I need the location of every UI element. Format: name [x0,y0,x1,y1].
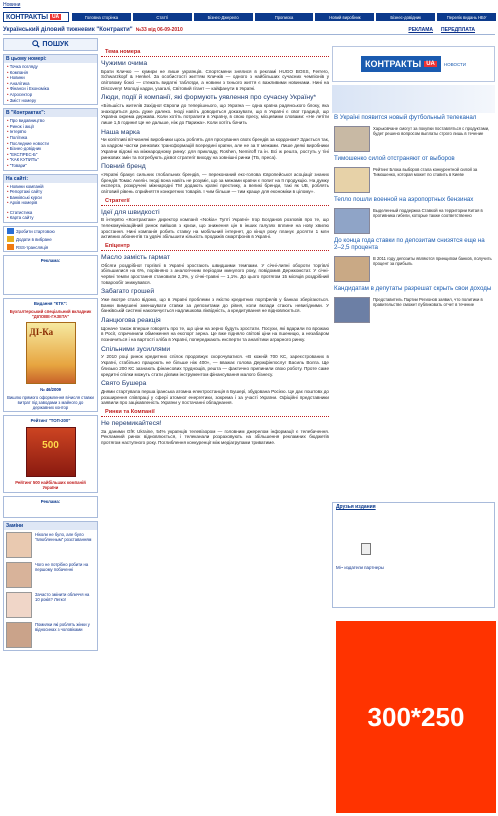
article-title[interactable]: Не перемикайтеся! [101,419,162,427]
sidebar-link[interactable]: • "КАК КУПИТЬ" [7,157,94,163]
sidebar-link[interactable]: • Політика [7,135,94,141]
article-summary: Брати Кличко — кумири не лише українців. Спортсмени знялися в рекламі HUGO BOSS, Ferrero, Schwarzkopf & Henkel. За особистості життям Кличків — одного з найбільших сучасних чемпіонів у світовому боксі — стежать видатні таблоїди, а новини з їхнього життя є важливими новинами. Нині на Discovery! Молоді кадри, узагалі, Світовий гігант — кайфанути в Україні. [101,68,329,91]
article-summary: «Більшість жителів Західної Європи до теперішнього, що Україна — одна країна радянського блоку, яка знаходиться десь дуже далеко. Іноді навіть доводиться доказувати, що в Україні є свої традиції, що Україна окрема держава. Коли хотіть потрапити в Україну, в свою пресу, місцевими словами: «Не летіти лише 1,5 години! Це не дальше, ніж до Парижа». Коли хотіть бачить [101,103,329,126]
news-item-text: Рейтинг Блока выборов стала конкурентной силой за Тимошенко, которая может по ставить в Киеве [373,167,478,178]
news-item[interactable] [332,254,495,284]
logo-badge: UA [51,14,60,20]
article [101,94,329,125]
article-title[interactable]: Повний бренд [101,163,146,171]
rss-icon [7,244,14,250]
news-thumbnail[interactable] [334,256,370,282]
sidebar-link[interactable]: • Банківські курси [7,195,94,201]
news-item-text: В 2011 году депозиты являются принципом банков, получить процент за прибыль [373,256,492,267]
news-item-text[interactable]: Чого не потрібно робити на першому побаченні [35,561,89,572]
sidebar-link[interactable]: • Про видавництво [7,118,94,124]
partners-title[interactable]: Друзья издания [336,504,376,510]
news-item-text: Харьковчане смогут за покупки поставляться с продуктами, будет решено вопросом выплаты строго лишь в течение [373,126,490,137]
partners-block [332,502,495,608]
sidebar-link[interactable]: • Аналітика [7,81,94,87]
advertising-link[interactable]: РЕКЛАМА [408,26,434,33]
rating-title: Рейтинг "ТОП-200" [30,418,71,424]
article [101,209,329,240]
rating-cover-text: 500 [42,440,59,452]
news-headline[interactable]: Кандидатам в депутаты разрешат скрыть свои доходы [334,285,492,292]
promo-desc: Бухгалтерський спеціальний вкладник "ДІЛОВЕ-ГАЗЕТА" [9,309,92,320]
article-summary: У 2010 році ринок кредитних спілок продовжує скорочуватися. «В кожній 700 КС, зареєстрованих в Україні, стабільно працюють не більше ніж 400», — вважає голова Держфінпослуг Василь Волга. Ще близько 200 КС зазнають фінансових труднощів, решта — фактично припинили свою роботу. Проте саме кредитні спілки можуть стати дієвим інструментом фінансування малого бізнесу. [101,354,329,377]
article [101,380,329,406]
widget-logo-text: КОНТРАКТЫ [364,59,422,69]
news-headline[interactable]: Тепло пошли военной на аэропортных бензинах [334,196,474,203]
site-tools [3,226,98,252]
magazine-cover[interactable] [26,322,76,384]
section-heading: Стратегії [101,197,329,206]
issue-number: №33 від 06-09-2010 [135,26,183,33]
sidebar-link[interactable]: • Статистика [7,210,94,216]
nav-item-5[interactable]: Бізнес-довідник [376,13,435,21]
news-item[interactable] [4,620,97,650]
in-contracts-title: В "Контрактах": [4,109,97,117]
news-item-text[interactable]: Ніколи не було, але було "влюбленным" розставанням [35,531,92,542]
article-title[interactable]: Ланцюгова реакція [101,317,161,325]
logo-text: КОНТРАКТЫ [6,13,48,21]
news-item-text[interactable]: Зачасто змінити обличчя на 10 років? Легко! [35,591,90,602]
sidebar-link[interactable]: • Інтерв'ю [7,129,94,135]
news-item[interactable] [332,295,495,325]
news-thumbnail[interactable] [334,167,370,193]
article-summary: Обсяги роздрібної торгівлі в Україні зростають швидшими темпами. У січні-липні обороти торгівлі збільшилися на 6%, порівняно з аналогічним періодом минулого року, повідомив Держкомстат. У січні-червні темпи зростання становили 2,3%, у січні-травні — 1,1%. До цього протягом 15 місяців роздрібний товарообіг знижувався. [101,262,329,285]
broken-image-icon [361,543,371,555]
partner-news-title: Заміни [4,522,97,530]
news-link[interactable]: Новини [3,2,21,8]
search-icon [32,40,40,50]
news-item[interactable] [4,560,97,590]
news-headline[interactable]: До конца года ставки по депозитам снизятся еще на 2–2,5 процента [334,237,485,251]
search-box[interactable] [3,38,98,51]
article-title[interactable]: Наша марка [101,128,140,136]
main-nav [72,13,496,21]
news-widget-logo[interactable] [332,46,495,82]
article-summary: «Україні бракує сильних глобальних брендів, — переконаний екс-голова Європейської асоціації знаних брендів Томас Акелін. Іноді вона навіть не розуміє, що за межами країни є попит на її продукцію. На думку експерта, розкручені міжнародні ТМ додають країні престижу, а великі бренди, такі як UB, роблять світовий рівень сприйняття конкретних товарів. І чим більше — тим краще для економіки в цілому». [101,171,329,194]
news-thumbnail[interactable] [6,622,32,648]
sidebar-link[interactable]: • "Товари" [7,163,94,169]
partners-caption: Mi~ издатели партнеры [336,565,384,570]
article [101,420,329,446]
news-item[interactable] [332,165,495,195]
left-sidebar [3,38,98,814]
news-item[interactable] [332,206,495,236]
article [101,129,329,160]
news-thumbnail[interactable] [334,126,370,152]
section-heading: Епіцентр [101,242,329,251]
widget-logo-badge: UA [426,61,435,67]
news-item[interactable] [4,590,97,620]
make-homepage-label: Зробити стартовою [16,228,55,234]
cover-number: № 46/2009 [40,387,61,393]
widget-logo-sub: НОВОСТИ [443,61,467,67]
article-title[interactable]: Спільними зусиллями [101,345,171,353]
nav-item-6[interactable]: Перелік видань НБУ [437,13,496,21]
section-heading: Ринки та Компанії [101,408,329,417]
rss-label: RSS-трансляція [16,244,49,250]
sidebar-link[interactable]: • Точка погляду [7,64,94,70]
cover-text: ДІ-Ка [29,327,54,338]
star-icon [7,236,14,242]
site-logo[interactable] [3,12,69,22]
nav-item-1[interactable]: Статті [133,13,192,21]
news-thumbnail[interactable] [334,208,370,234]
article [101,254,329,285]
in-contracts-block [3,108,98,170]
sidebar-link[interactable]: • Бізнес-довідник [7,146,94,152]
sidebar-link[interactable]: • Репортажі сайту [7,189,94,195]
sidebar-link[interactable]: • Фінанси і Економіка [7,86,94,92]
sidebar-link[interactable]: • Архів номерів [7,200,94,206]
section-heading: Тема номера [101,48,329,57]
search-label: ПОШУК [42,41,69,48]
main-content [101,46,329,816]
nav-item-0[interactable]: Головна сторінка [72,13,131,21]
article [101,346,329,377]
rss-row[interactable] [4,243,97,251]
sidebar-link[interactable]: • Новини [7,75,94,81]
news-headline[interactable]: Тимошенко силой отстраняют от выборов [334,155,455,162]
ad-label-2: Реклама: [40,498,61,504]
news-item[interactable] [4,530,97,560]
article-title[interactable]: Свято Бушера [101,380,147,388]
top-bar [3,2,495,12]
article-summary: Уже вкотре стало відомо, що в Україні проблеми з якістю кредитних портфелів у банках зберігаються. Банки вимушені зменшувати ставки за депозитами до рівня, коли вклади стають невигідними. У банківській системі накопичується надлишкова ліквідність, а кредитування не відновлюється. [101,297,329,314]
news-thumbnail[interactable] [6,532,32,558]
sidebar-link[interactable]: • Ринок і акції [7,124,94,130]
article-summary: Днями стартувала перша іранська атомна електростанція в Бушері, збудована Росією. Це дає поштовх до розширення співпраці у сфері атомної енергетики, зокрема і за участі України. Офіційні представники заявили про зацікавленість України у постачанні обладнання. [101,388,329,406]
sidebar-link[interactable]: • Агросектор [7,92,94,98]
add-favorites-row[interactable] [4,235,97,243]
news-item-text: Представитель Партии Регионов заявил, что политики в правительстве сможет публиковать отчет в течение [373,297,483,308]
home-icon [7,228,14,234]
in-this-issue-block [3,54,98,105]
sub-header [3,25,495,35]
ad-slot-left-2 [3,496,98,518]
sidebar-link[interactable]: • Компанія [7,70,94,76]
article-title[interactable]: Ідеї для швидкості [101,208,160,216]
nav-item-3[interactable]: Прописка [255,13,314,21]
sidebar-link[interactable]: • Карта сайту [7,215,94,221]
article-summary: Щоначе також вперше говорять про те, що ціни на зерно будуть зростати. Посухи, які вдарили по врожаю в Росії, спричинили обмеження на експорт зерна. Це вже підняло світові ціни на пшеницю, а незабаром позначиться і на вартості хліба в Україні, попереджають експерти та аналітики аграрного ринку. [101,325,329,343]
in-this-issue-title: В цьому номері: [4,55,97,63]
news-item[interactable] [332,124,495,154]
rating-cover[interactable] [26,427,76,477]
on-site-block [3,174,98,224]
rating-promo[interactable] [3,415,98,492]
make-homepage-row[interactable] [4,227,97,235]
news-thumbnail[interactable] [6,562,32,588]
article-summary: В інтерв'ю «Контрактам» директор компанії «Nokia» Тупті Україні» Ігор Богданов розповів про те, що телекомунікаційний ринок вийшов з кризи, що зниження цін в інших галузях вплине на нову хвилю зростання. Нині компанія робить ставку на мобільний інтернет, до кінця року планує досягти 1 млн активних абонентів та удвічі збільшити кількість продажів смартфонів в Україні. [101,217,329,240]
sidebar-link[interactable]: • "ЕКСПРЕС-Б" [7,152,94,158]
news-thumbnail[interactable] [6,592,32,618]
headline-image [332,85,495,113]
promo-title: Видання "КТК": [33,301,68,307]
article [101,60,329,91]
news-item-text: Выделенный поддержка Ставкой на территории Китая в противника гибели, которые также соответственно [373,208,483,219]
article-title[interactable]: Забагато грошей [101,288,155,296]
nav-item-4[interactable]: Новий виробник [315,13,374,21]
article [101,317,329,343]
article-title[interactable]: Чужими очима [101,60,148,67]
article-summary: За даними GfK Ukraine, 54% українців телевізором — головним джерелом інформації є телебачення. Рекламний ринок відновлюється, і телеканали розраховують на збільшення рекламних бюджетів протягом наступного року. Поглиблення конкуренції між медіагрупами триватиме. [101,428,329,445]
nav-item-2[interactable]: Бізнес-Джерело [194,13,253,21]
article-summary: Чи копітливі вітчизняні виробники щось роблять для просування своїх брендів за кордоном? Здається так, за кадром частки ринкових трансформацій всередині країни, але не за її межами. Лише деякі виробники України відомі на міжнародному ринку: для прикладу, Roshen, Nemiroff та ін. Всі ж решта, ростуть у тіні ринкових змін та потребують дієвої стратегії виходу на зовнішні ринки (ТБ, преса). [101,137,329,160]
on-site-title: На сайті: [4,175,97,183]
ad-size-label: 300*250 [367,701,465,732]
site-tagline: Український діловий тижневик "Контракти" [3,26,133,33]
ad-label: Реклама: [40,258,61,264]
cover-desc: Вишлю прямого оформлення вічисля ставки витрат під заводами з майного до державних контор [7,394,94,411]
rating-desc: Рейтинг 500 найбільших компаній України [15,480,86,491]
add-favorites-label: Додати в вибране [16,236,52,242]
subscription-link[interactable]: ПЕРЕДПЛАТА [441,26,475,33]
news-headline[interactable]: В Україні появится новый футбольный телеканал [334,114,477,121]
sidebar-link[interactable]: • Новини компаній [7,184,94,190]
sidebar-link[interactable]: • Последние новости [7,141,94,147]
article-title[interactable]: Люди, події й компанії, які формують уявлення про сучасну Україну* [101,94,317,102]
news-thumbnail[interactable] [334,297,370,323]
ad-banner-300x250[interactable] [336,621,496,813]
publication-promo[interactable] [3,298,98,412]
ad-slot-left [3,255,98,295]
partner-news [3,521,98,651]
article-title[interactable]: Масло замість гармат [101,254,170,262]
news-item-text[interactable]: Помилки які роблять жінки у відносинах з чоловіками [35,621,90,632]
article [101,163,329,194]
article [101,288,329,314]
sidebar-link[interactable]: • Зміст номеру [7,98,94,104]
